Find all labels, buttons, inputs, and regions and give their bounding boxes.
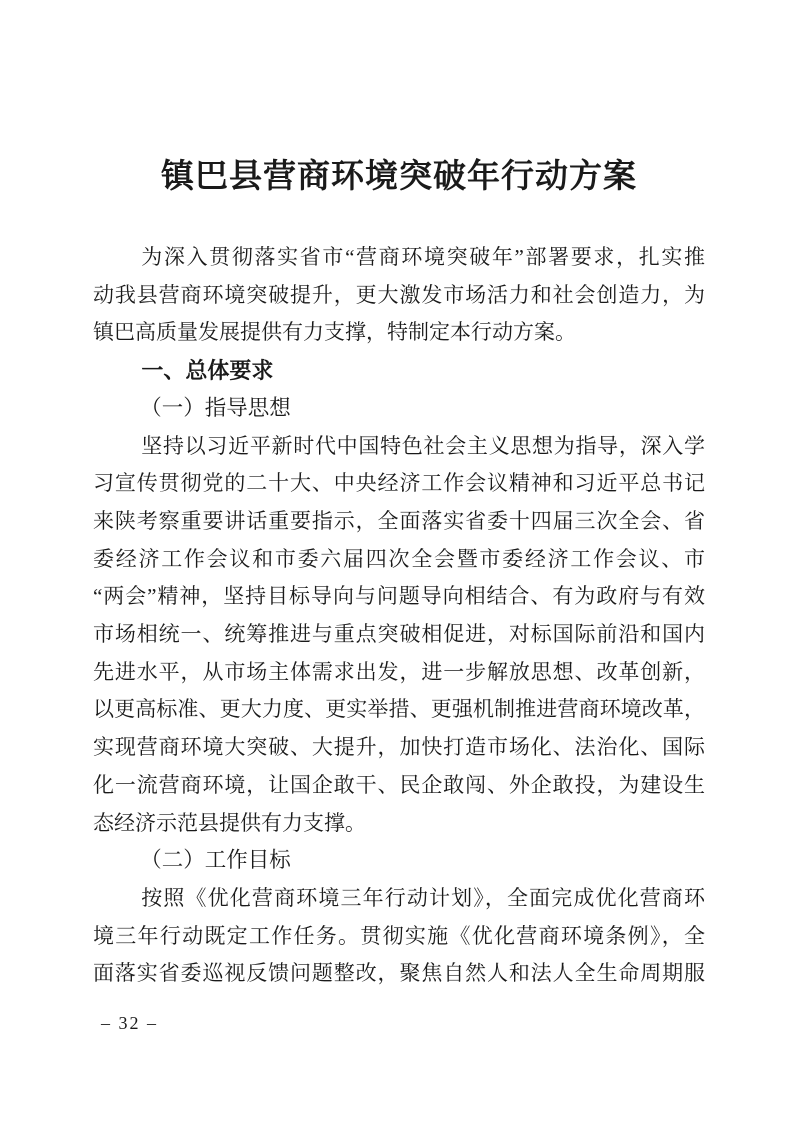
subsection-heading: （二）工作目标 bbox=[140, 848, 291, 873]
paragraph-line: 按照《优化营商环境三年行动计划》，全面完成优化营商环 bbox=[141, 885, 705, 910]
paragraph-line: 境三年行动既定工作任务。贯彻实施《优化营商环境条例》，全 bbox=[93, 923, 705, 948]
paragraph-line: “两会”精神，坚持目标导向与问题导向相结合、有为政府与有效 bbox=[93, 584, 705, 609]
paragraph-line: 先进水平，从市场主体需求出发，进一步解放思想、改革创新， bbox=[93, 659, 705, 684]
page-number: – 32 – bbox=[101, 1013, 158, 1034]
paragraph-line: 习宣传贯彻党的二十大、中央经济工作会议精神和习近平总书记 bbox=[93, 471, 705, 496]
paragraph-line: 委经济工作会议和市委六届四次全会暨市委经济工作会议、市 bbox=[93, 546, 705, 571]
paragraph-line: 面落实省委巡视反馈问题整改，聚焦自然人和法人全生命周期服 bbox=[93, 961, 705, 986]
document-body bbox=[93, 239, 705, 993]
paragraph-line: 化一流营商环境，让国企敢干、民企敢闯、外企敢投，为建设生 bbox=[93, 772, 705, 797]
paragraph-line: 来陕考察重要讲话重要指示，全面落实省委十四届三次全会、省 bbox=[93, 508, 705, 533]
paragraph-line: 动我县营商环境突破提升，更大激发市场活力和社会创造力，为 bbox=[93, 282, 705, 307]
paragraph-line: 市场相统一、统筹推进与重点突破相促进，对标国际前沿和国内 bbox=[93, 622, 705, 647]
paragraph-line: 镇巴高质量发展提供有力支撑，特制定本行动方案。 bbox=[93, 320, 576, 345]
paragraph-line: 为深入贯彻落实省市“营商环境突破年”部署要求，扎实推 bbox=[141, 245, 705, 269]
section-heading: 一、总体要求 bbox=[141, 358, 274, 384]
paragraph-line: 以更高标准、更大力度、更实举措、更强机制推进营商环境改革， bbox=[93, 697, 705, 722]
paragraph-line: 实现营商环境大突破、大提升，加快打造市场化、法治化、国际 bbox=[93, 735, 705, 760]
paragraph-line: 坚持以习近平新时代中国特色社会主义思想为指导，深入学 bbox=[141, 433, 705, 458]
paragraph-line: 态经济示范县提供有力支撑。 bbox=[93, 810, 366, 835]
document-title: 镇巴县营商环境突破年行动方案 bbox=[161, 159, 637, 195]
subsection-heading: （一）指导思想 bbox=[140, 395, 291, 420]
